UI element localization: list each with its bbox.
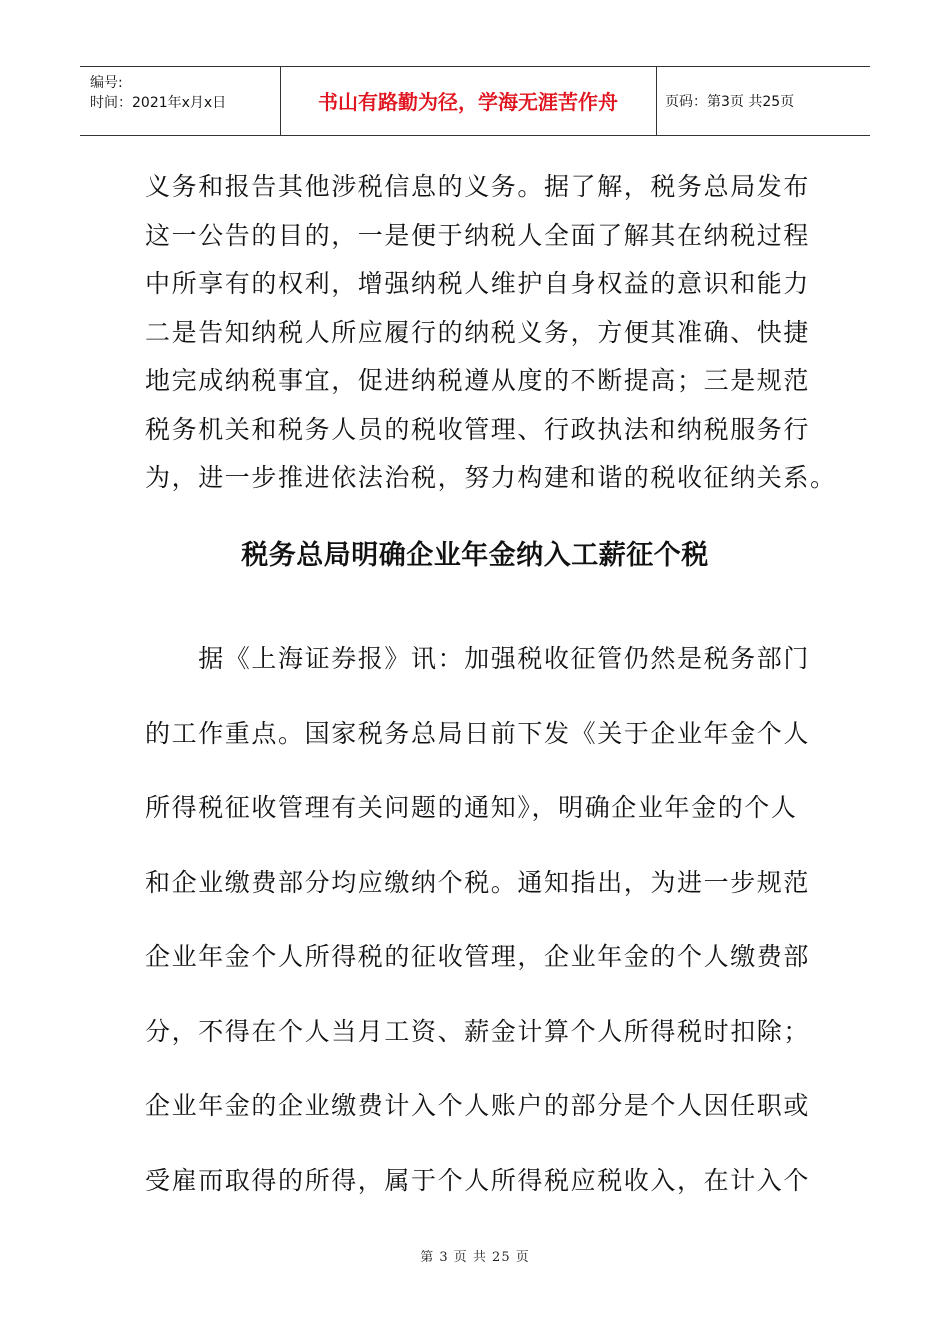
header-number-label: 编号: — [90, 75, 123, 91]
paragraph-line: 分，不得在个人当月工资、薪金计算个人所得税时扣除； — [145, 1016, 811, 1046]
body-paragraph-2 — [145, 622, 815, 1218]
paragraph-line: 据《上海证券报》讯：加强税收征管仍然是税务部门 — [145, 644, 811, 673]
paragraph-line: 企业年金个人所得税的征收管理，企业年金的个人缴费部 — [145, 942, 811, 971]
header-time-label: 时间：2021年x月x日 — [90, 95, 227, 111]
paragraph-line: 企业年金的企业缴费计入个人账户的部分是个人因任职或 — [145, 1091, 811, 1120]
paragraph-line: 为，进一步推进依法治税，努力构建和谐的税收征纳关系。 — [145, 463, 837, 492]
header-meta — [80, 67, 280, 135]
paragraph-line: 受雇而取得的所得，属于个人所得税应税收入，在计入个 — [145, 1165, 811, 1195]
paragraph-line: 税务机关和税务人员的税收管理、行政执法和纳税服务行 — [145, 414, 811, 444]
paragraph-line: 二是告知纳税人所应履行的纳税义务，方便其准确、快捷 — [145, 317, 811, 347]
body-paragraph-1 — [145, 163, 837, 503]
header-page-info: 页码：第3页 共25页 — [665, 94, 795, 110]
paragraph-line: 中所享有的权利，增强纳税人维护自身权益的意识和能力 — [145, 269, 811, 298]
paragraph-line: 这一公告的目的，一是便于纳税人全面了解其在纳税过程 — [145, 220, 811, 250]
paragraph-line: 义务和报告其他涉税信息的义务。据了解，税务总局发布 — [145, 172, 811, 201]
paragraph-line: 地完成纳税事宜，促进纳税遵从度的不断提高；三是规范 — [145, 366, 811, 395]
header-motto: 书山有路勤为径，学海无涯苦作舟 — [318, 90, 618, 114]
header-divider-left — [280, 67, 281, 135]
paragraph-line: 的工作重点。国家税务总局日前下发《关于企业年金个人 — [145, 718, 811, 748]
section-heading: 税务总局明确企业年金纳入工薪征个税 — [241, 540, 709, 571]
page-footer: 第 3 页 共 25 页 — [420, 1250, 530, 1265]
paragraph-line: 所得税征收管理有关问题的通知》，明确企业年金的个人 — [145, 793, 798, 822]
header-divider-right — [656, 67, 657, 135]
paragraph-line: 和企业缴费部分均应缴纳个税。通知指出，为进一步规范 — [145, 867, 811, 897]
page-header — [80, 66, 870, 136]
